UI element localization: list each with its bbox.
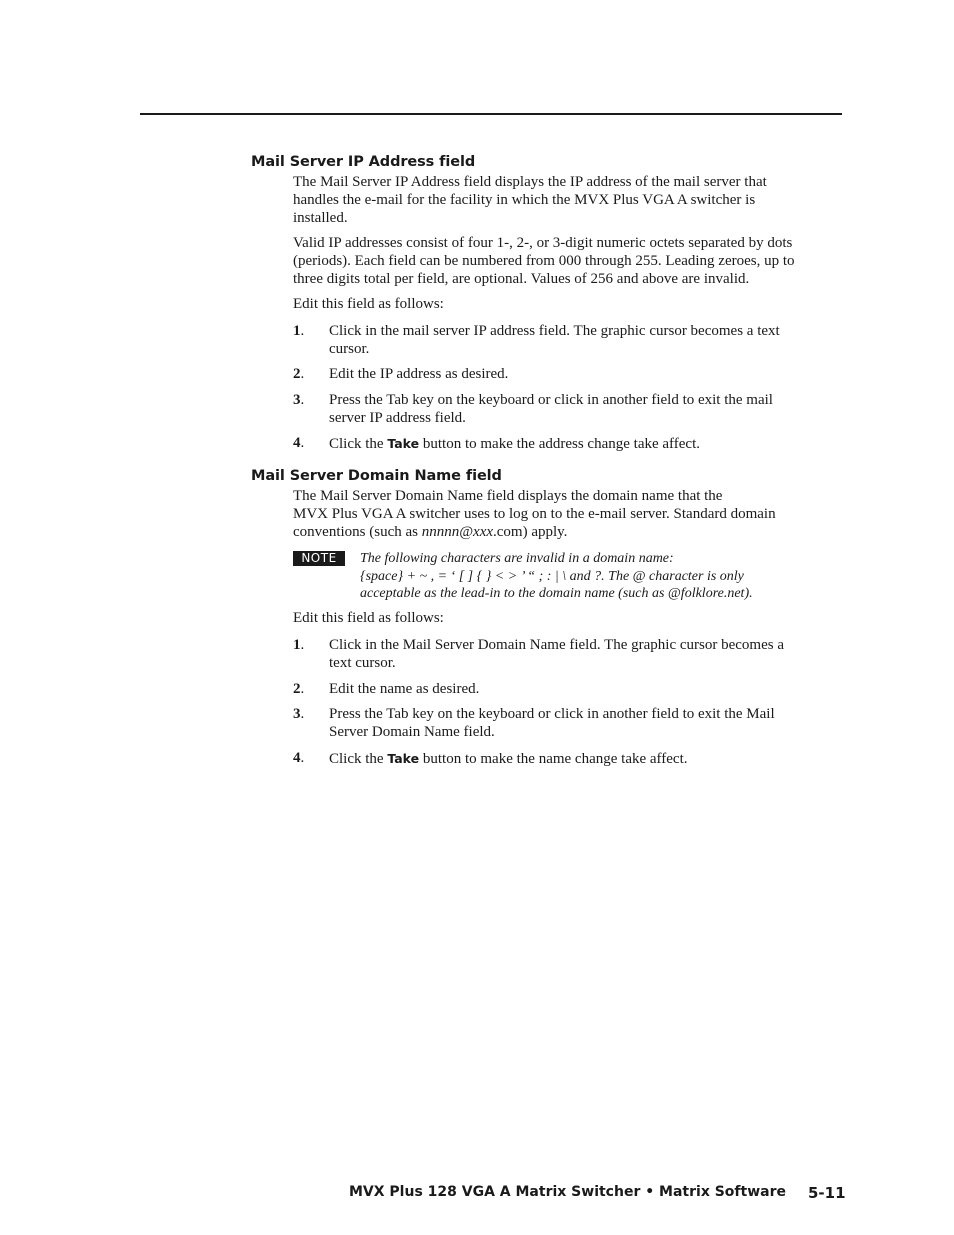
take-button-label: Take <box>387 436 420 451</box>
list-item: Click in the Mail Server Domain Name field. The graphic cursor becomes a text cursor. <box>329 637 784 671</box>
take-button-label: Take <box>387 751 420 766</box>
list-item: Press the Tab key on the keyboard or click in another field to exit the mail server IP address field. <box>329 392 773 426</box>
domain-edit-intro: Edit this field as follows: <box>293 610 444 626</box>
list-item: Edit the IP address as desired. <box>329 366 509 382</box>
ip-intro-paragraph: The Mail Server IP Address field displays the IP address of the mail server that handles the e-mail for the facility in which the MVX Plus VGA A switcher is installed. <box>293 174 767 226</box>
step-number: 3. <box>293 392 305 408</box>
footer-title: MVX Plus 128 VGA A Matrix Switcher • Matrix Software <box>348 1184 786 1200</box>
list-item: Click the Take button to make the name change take affect. <box>329 751 688 767</box>
step-number: 2. <box>293 366 305 382</box>
section-heading-ip: Mail Server IP Address field <box>251 154 476 170</box>
step-number: 2. <box>293 681 305 697</box>
list-item: Edit the name as desired. <box>329 681 480 697</box>
note-text: The following characters are invalid in a domain name: {space} + ~ , = ‘ [ ] { } < > ’ “ ; : | \ and ?. The @ character is only acceptable as the lead-in to the domain name (such as @folklore.net). <box>360 551 753 601</box>
step-number: 4. <box>293 435 305 451</box>
ip-valid-paragraph: Valid IP addresses consist of four 1-, 2-, or 3-digit numeric octets separated by dots (periods). Each field can be numbered from 000 through 255. Leading zeroes, up to three digits total per field, are optional. Values of 256 and above are invalid. <box>293 235 795 287</box>
page-number: 5-11 <box>808 1184 846 1202</box>
list-item: Press the Tab key on the keyboard or click in another field to exit the Mail Server Domain Name field. <box>329 706 775 740</box>
step-number: 4. <box>293 750 305 766</box>
step-number: 3. <box>293 706 305 722</box>
step-number: 1. <box>293 323 305 339</box>
list-item: Click the Take button to make the address change take affect. <box>329 436 701 452</box>
note-badge: NOTE <box>293 551 345 566</box>
list-item: Click in the mail server IP address field. The graphic cursor becomes a text cursor. <box>329 323 780 357</box>
step-number: 1. <box>293 637 305 653</box>
header-rule <box>140 113 842 115</box>
section-heading-domain: Mail Server Domain Name field <box>251 468 502 484</box>
domain-intro-paragraph: The Mail Server Domain Name field displays the domain name that the MVX Plus VGA A switcher uses to log on to the e-mail server. Standard domain conventions (such as nnnnn@xxx.com) apply. <box>293 488 776 540</box>
ip-edit-intro: Edit this field as follows: <box>293 296 444 312</box>
